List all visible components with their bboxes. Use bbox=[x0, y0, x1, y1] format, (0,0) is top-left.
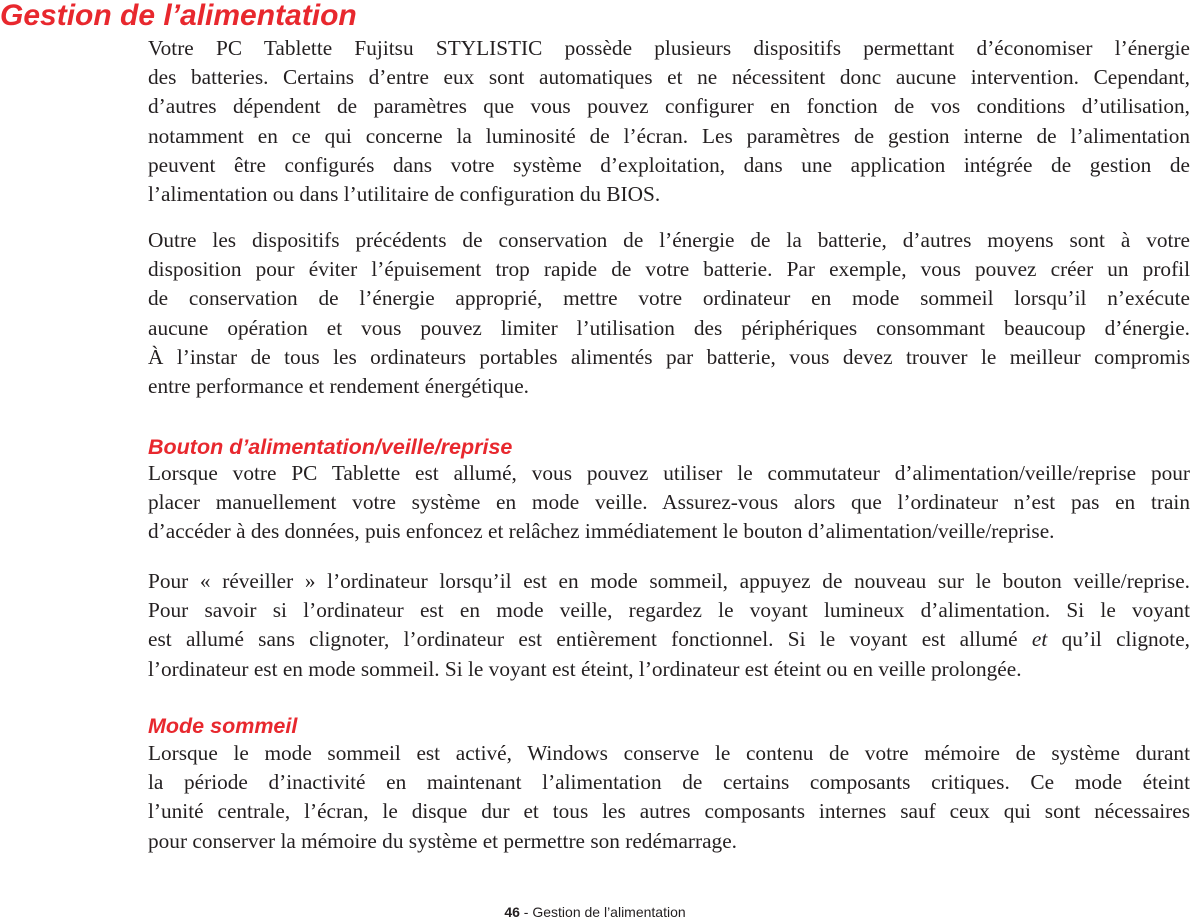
text-line: disposition pour éviter l’épuisement trop rapide de votre batterie. Par exemple, vous pouvez créer un profil bbox=[148, 257, 1190, 282]
page-number: 46 bbox=[504, 904, 520, 920]
text-line: Outre les dispositifs précédents de conservation de l’énergie de la batterie, d’autres moyens sont à votre bbox=[148, 228, 1190, 252]
text-line: des batteries. Certains d’entre eux sont automatiques et ne nécessitent donc aucune intervention. Cependant, bbox=[148, 65, 1190, 90]
text-line: Lorsque votre PC Tablette est allumé, vous pouvez utiliser le commutateur d’alimentation/veille/reprise pour bbox=[148, 461, 1190, 485]
text-line: d’autres dépendent de paramètres que vous pouvez configurer en fonction de vos conditions d’utilisation, bbox=[148, 94, 1190, 119]
text-line: Pour savoir si l’ordinateur est en mode veille, regardez le voyant lumineux d’alimentation. Si le voyant bbox=[148, 598, 1190, 623]
section1-paragraph-1 bbox=[148, 459, 1190, 547]
text-line: À l’instar de tous les ordinateurs portables alimentés par batterie, vous devez trouver le meilleur compromis bbox=[148, 344, 1190, 369]
text-line: Pour « réveiller » l’ordinateur lorsqu’il est en mode sommeil, appuyez de nouveau sur le bouton veille/reprise. bbox=[148, 569, 1190, 593]
text-line: l’unité centrale, l’écran, le disque dur et tous les autres composants internes sauf ceux qui sont nécessaires bbox=[148, 799, 1190, 824]
text-line: la période d’inactivité en maintenant l’alimentation de certains composants critiques. Ce mode éteint bbox=[148, 770, 1190, 795]
text-run: est allumé sans clignoter, l’ordinateur est entièrement fonctionnel. Si le voyant est allumé bbox=[148, 627, 1032, 652]
text-line: Votre PC Tablette Fujitsu STYLISTIC possède plusieurs dispositifs permettant d’économiser l’énergie bbox=[148, 36, 1190, 60]
text-line: de conservation de l’énergie approprié, mettre votre ordinateur en mode sommeil lorsqu’il n’exécute bbox=[148, 286, 1190, 311]
text-line: peuvent être configurés dans votre système d’exploitation, dans une application intégrée de gestion de bbox=[148, 152, 1190, 177]
text-run: qu’il clignote, bbox=[1047, 627, 1190, 652]
text-line: Lorsque le mode sommeil est activé, Windows conserve le contenu de votre mémoire de système durant bbox=[148, 741, 1190, 765]
text-line bbox=[148, 625, 1190, 654]
section1-paragraph-2 bbox=[148, 567, 1190, 684]
intro-paragraph-2 bbox=[148, 226, 1190, 401]
page-title: Gestion de l’alimentation bbox=[0, 0, 357, 32]
section2-paragraph-1 bbox=[148, 739, 1190, 856]
footer-chapter-title: Gestion de l’alimentation bbox=[532, 904, 686, 920]
text-line: placer manuellement votre système en mode veille. Assurez-vous alors que l’ordinateur n’est pas en train bbox=[148, 490, 1190, 515]
intro-paragraph-1 bbox=[148, 34, 1190, 209]
section-heading-sleep-mode: Mode sommeil bbox=[148, 714, 298, 738]
text-line: l’alimentation ou dans l’utilitaire de configuration du BIOS. bbox=[148, 182, 661, 207]
text-line: d’accéder à des données, puis enfoncez et relâchez immédiatement le bouton d’alimentation/veille/reprise. bbox=[148, 519, 1055, 544]
footer-separator: - bbox=[519, 904, 533, 920]
text-line: notamment en ce qui concerne la luminosité de l’écran. Les paramètres de gestion interne de l’alimentation bbox=[148, 123, 1190, 148]
text-line: pour conserver la mémoire du système et permettre son redémarrage. bbox=[148, 828, 737, 853]
text-line: aucune opération et vous pouvez limiter l’utilisation des périphériques consommant beaucoup d’énergie. bbox=[148, 315, 1190, 340]
emphasis-text: et bbox=[1031, 627, 1048, 652]
text-line: entre performance et rendement énergétique. bbox=[148, 374, 529, 399]
section-heading-power-button: Bouton d’alimentation/veille/reprise bbox=[148, 435, 513, 459]
text-line: l’ordinateur est en mode sommeil. Si le voyant est éteint, l’ordinateur est éteint ou en veille prolongée. bbox=[148, 656, 1022, 681]
